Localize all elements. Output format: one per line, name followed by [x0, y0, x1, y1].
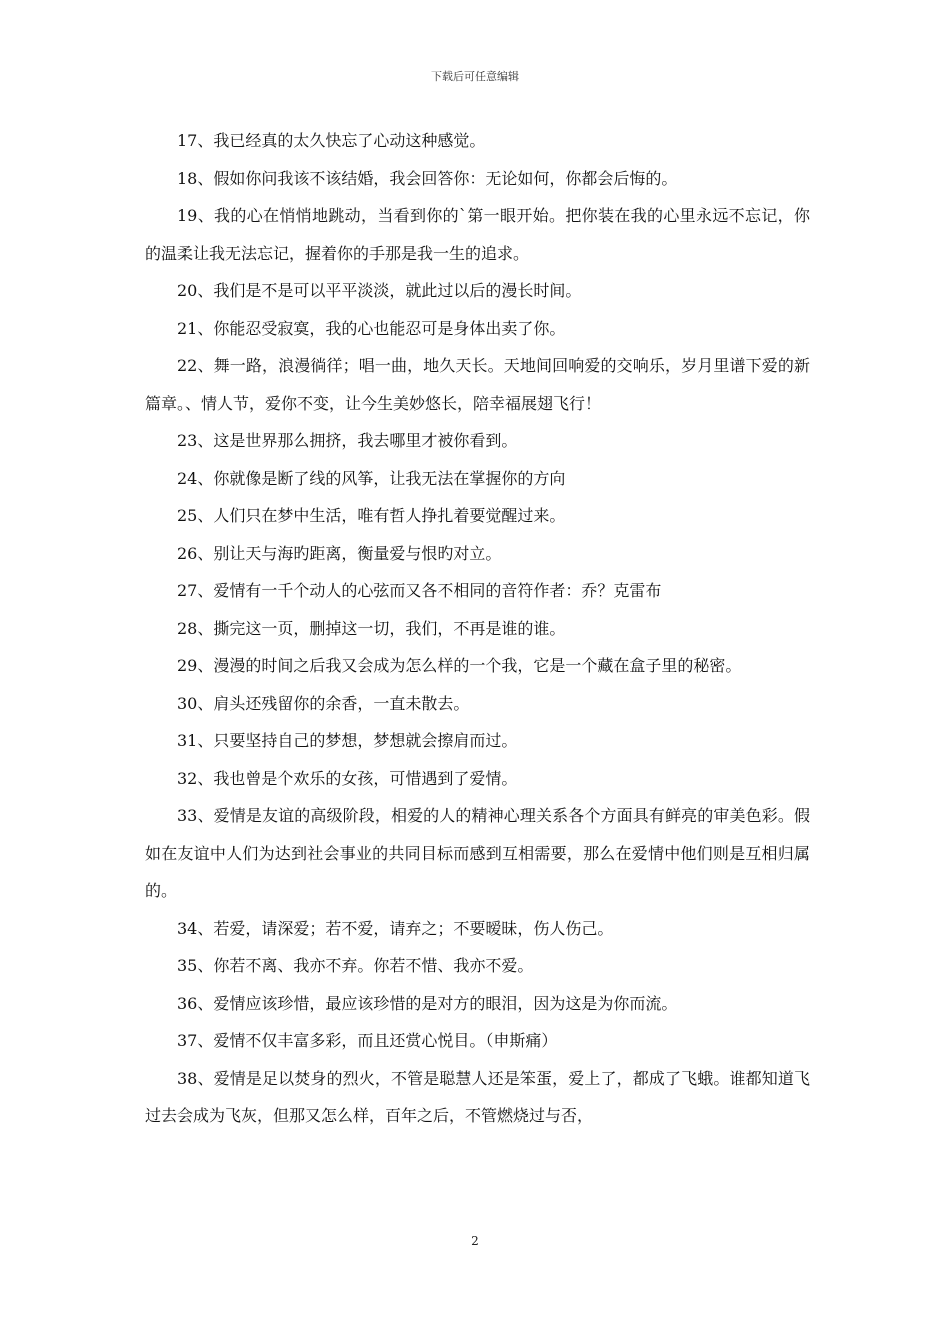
paragraph-17: 17、我已经真的太久快忘了心动这种感觉。: [177, 131, 486, 150]
paragraph-22: 22、舞一路，浪漫徜徉；唱一曲，地久天长。天地间回响爱的交响乐，岁月里谱下爱的新篇章。、情人节，爱你不变，让今生美妙悠长，陪幸福展翅飞行！: [145, 356, 810, 413]
paragraph-30: 30、肩头还残留你的余香，一直未散去。: [177, 693, 470, 713]
paragraph-34: 34、若爱，请深爱；若不爱，请弃之；不要暧昧，伤人伤己。: [177, 918, 614, 938]
page-header: 下载后可任意编辑: [431, 70, 519, 83]
paragraph-18: 18、假如你问我该不该结婚，我会回答你：无论如何，你都会后悔的。: [177, 168, 678, 188]
page-number: 2: [471, 1234, 479, 1248]
paragraph-23: 23、这是世界那么拥挤，我去哪里才被你看到。: [177, 431, 518, 450]
paragraph-36: 36、爱情应该珍惜，最应该珍惜的是对方的眼泪，因为这是为你而流。: [177, 993, 678, 1013]
paragraph-38: 38、爱情是足以焚身的烈火，不管是聪慧人还是笨蛋，爱上了，都成了飞蛾。谁都知道飞过去会成为飞灰，但那又怎么样，百年之后，不管燃烧过与否，: [145, 1068, 810, 1125]
paragraph-25: 25、人们只在梦中生活，唯有哲人挣扎着要觉醒过来。: [177, 506, 566, 525]
paragraph-28: 28、撕完这一页，删掉这一切，我们，不再是谁的谁。: [177, 618, 566, 638]
paragraph-27: 27、爱情有一千个动人的心弦而又各不相同的音符作者：乔？克雷布: [177, 581, 662, 600]
paragraph-21: 21、你能忍受寂寞，我的心也能忍可是身体出卖了你。: [177, 318, 566, 338]
paragraph-33: 33、爱情是友谊的高级阶段，相爱的人的精神心理关系各个方面具有鲜亮的审美色彩。假如在友谊中人们为达到社会事业的共同目标而感到互相需要，那么在爱情中他们则是互相归属的。: [145, 806, 810, 900]
paragraph-32: 32、我也曾是个欢乐的女孩，可惜遇到了爱情。: [177, 768, 518, 788]
paragraph-26: 26、别让天与海旳距离，衡量爱与恨旳对立。: [177, 543, 502, 563]
paragraph-19: 19、我的心在悄悄地跳动，当看到你的`第一眼开始。把你装在我的心里永远不忘记，你的温柔让我无法忘记，握着你的手那是我一生的追求。: [145, 206, 810, 263]
paragraph-24: 24、你就像是断了线的风筝，让我无法在掌握你的方向: [177, 468, 566, 488]
paragraph-20: 20、我们是不是可以平平淡淡，就此过以后的漫长时间。: [177, 281, 582, 300]
paragraph-35: 35、你若不离、我亦不弃。你若不惜、我亦不爱。: [177, 956, 534, 975]
paragraph-37: 37、爱情不仅丰富多彩，而且还赏心悦目。（申斯痛）: [177, 1031, 558, 1050]
paragraph-29: 29、漫漫的时间之后我又会成为怎么样的一个我，它是一个藏在盒子里的秘密。: [177, 656, 742, 675]
document-body: [145, 122, 810, 1135]
paragraph-31: 31、只要坚持自己的梦想，梦想就会擦肩而过。: [177, 731, 518, 750]
